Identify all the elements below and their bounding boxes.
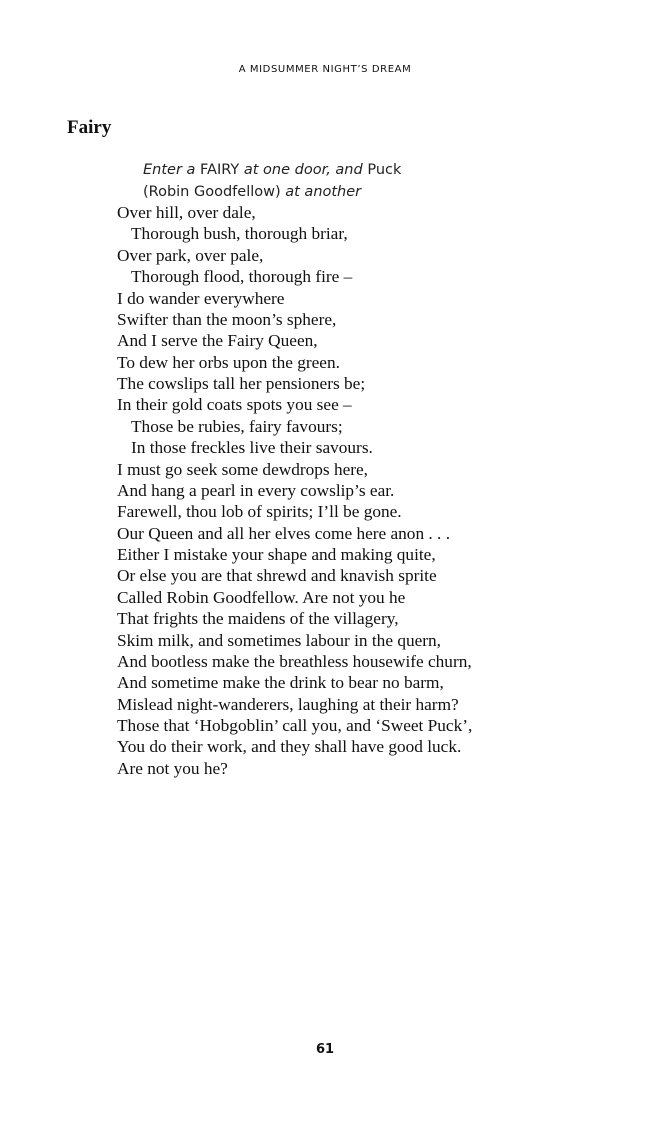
stage-character: Puck <box>367 162 402 178</box>
verse-line: Thorough flood, thorough fire – <box>131 267 353 287</box>
verse-line: You do their work, and they shall have good luck. <box>117 737 462 757</box>
stage-text: at one door, and <box>239 162 368 178</box>
verse-line: Called Robin Goodfellow. Are not you he <box>117 587 406 607</box>
verse-line: And I serve the Fairy Queen, <box>117 331 318 351</box>
verse-line: Either I mistake your shape and making quite, <box>117 545 436 564</box>
verse-line: Swifter than the moon’s sphere, <box>117 309 337 329</box>
verse-line: Over park, over pale, <box>117 245 264 265</box>
stage-character: FAIRY <box>200 162 240 178</box>
stage-direction-line-1 <box>143 160 401 182</box>
verse-line: The cowslips tall her pensioners be; <box>117 374 366 393</box>
stage-text: Enter a <box>143 162 201 178</box>
running-title: A MIDSUMMER NIGHT’S DREAM <box>238 64 412 75</box>
speaker-name: Fairy <box>67 117 112 138</box>
verse-line: And bootless make the breathless housewife churn, <box>117 651 472 671</box>
verse-line: Or else you are that shrewd and knavish sprite <box>117 566 437 586</box>
verse-line: Skim milk, and sometimes labour in the quern, <box>117 630 441 650</box>
verse-block <box>117 202 617 779</box>
verse-line: And hang a pearl in every cowslip’s ear. <box>117 480 395 500</box>
stage-character: (Robin Goodfellow) <box>143 183 286 200</box>
verse-line: Over hill, over dale, <box>117 203 256 222</box>
verse-line: Farewell, thou lob of spirits; I’ll be gone. <box>117 502 402 522</box>
page-number: 61 <box>315 1042 335 1057</box>
stage-text: at another <box>285 183 362 200</box>
verse-line: To dew her orbs upon the green. <box>117 352 340 372</box>
verse-line: Are not you he? <box>117 758 228 778</box>
stage-direction-line-2 <box>143 182 401 204</box>
verse-line: That frights the maidens of the villagery, <box>117 609 399 629</box>
verse-line: And sometime make the drink to bear no barm, <box>117 673 444 693</box>
verse-line: Those be rubies, fairy favours; <box>131 416 343 436</box>
verse-line: In their gold coats spots you see – <box>117 395 352 415</box>
verse-line: Those that ‘Hobgoblin’ call you, and ‘Sweet Puck’, <box>117 716 473 735</box>
verse-line: In those freckles live their savours. <box>131 438 373 458</box>
verse-line: Our Queen and all her elves come here anon . . . <box>117 523 451 543</box>
stage-direction <box>143 160 401 203</box>
verse-line: Thorough bush, thorough briar, <box>131 224 348 244</box>
verse-line: Mislead night-wanderers, laughing at their harm? <box>117 694 459 714</box>
verse-line: I do wander everywhere <box>117 288 285 308</box>
verse-line: I must go seek some dewdrops here, <box>117 459 369 479</box>
